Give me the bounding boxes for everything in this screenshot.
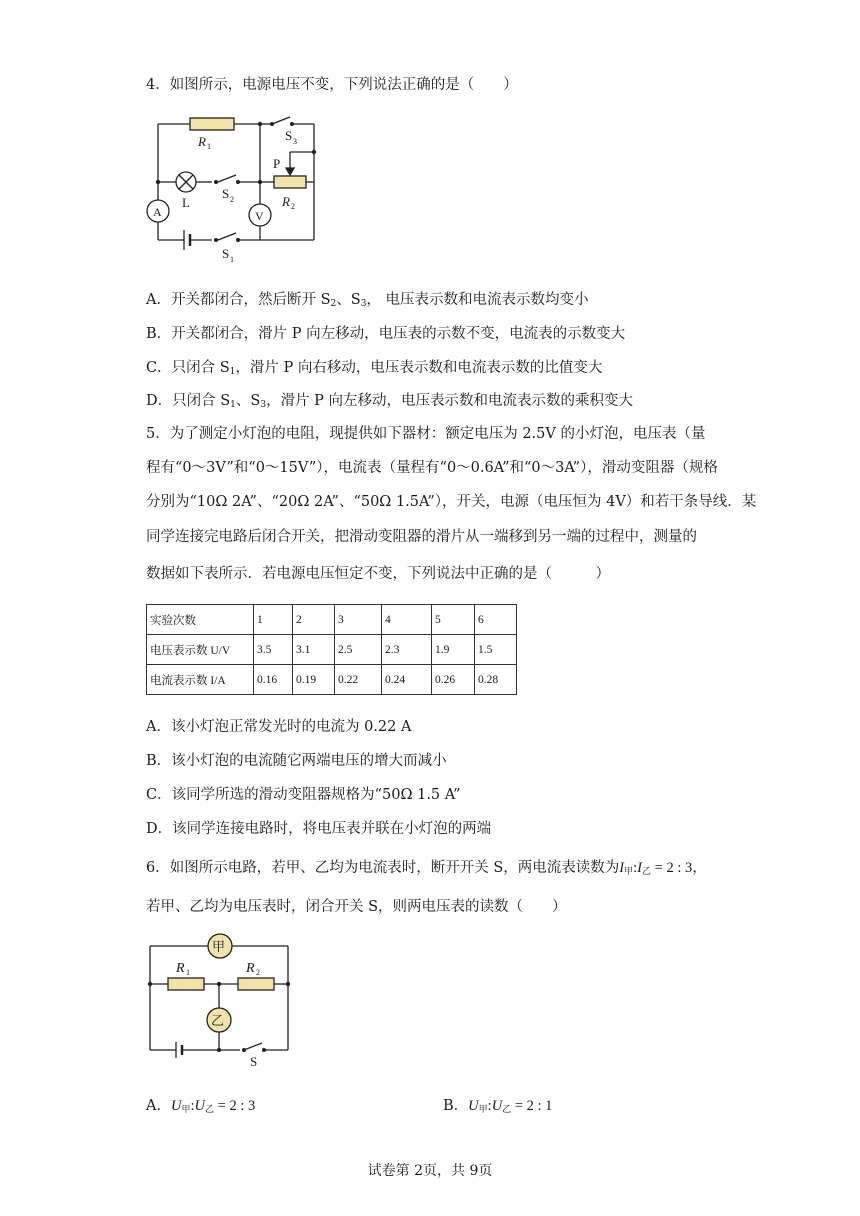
table-cell: 0.16 <box>254 665 293 695</box>
q4-circuit-diagram <box>140 112 330 272</box>
table-cell: 0.28 <box>475 665 517 695</box>
table-cell: 实验次数 <box>147 605 254 635</box>
table-cell: 3.5 <box>254 635 293 665</box>
q6-label-s: S <box>250 1054 258 1069</box>
table-cell: 1.9 <box>432 635 475 665</box>
q6-stem-line-2: 若甲、乙均为电压表时，闭合开关 S，则两电压表的读数（ ） <box>146 899 567 915</box>
table-cell: 4 <box>382 605 432 635</box>
q5-stem-line-2: 程有“0～3V”和“0～15V”），电流表（量程有“0～0.6A”和“0～3A”），滑动变阻器（规格 <box>146 460 718 476</box>
table-cell: 2 <box>293 605 335 635</box>
table-cell: 0.19 <box>293 665 335 695</box>
table-cell: 2.5 <box>335 635 382 665</box>
table-cell: 5 <box>432 605 475 635</box>
q4-option-a: A．开关都闭合，然后断开 $S_2$、$S_3$， 电压表示数和电流表示数均变小 <box>146 292 589 309</box>
q5-option-b: B．该小灯泡的电流随它两端电压的增大而减小 <box>146 753 447 769</box>
q6-circuit-diagram <box>140 930 300 1069</box>
q4-option-b: B．开关都闭合，滑片 P 向左移动，电压表的示数不变，电流表的示数变大 <box>146 326 626 342</box>
table-row <box>147 635 517 665</box>
table-cell: 0.22 <box>335 665 382 695</box>
page-footer: 试卷第 2页，共 9页 <box>367 1163 493 1179</box>
q6-option-b: B．$U_甲:U_乙 = 2$ : 1 <box>443 1098 553 1114</box>
table-cell: 2.3 <box>382 635 432 665</box>
q4-label-s2: S <box>222 186 230 201</box>
q4-label-r1: R <box>198 134 206 149</box>
table-cell: 0.26 <box>432 665 475 695</box>
q6-stem-line-1: 6．如图所示电路，若甲、乙均为电流表时，断开开关 S，两电流表读数为$I_甲:I_乙 = 2$ : 3， <box>146 860 707 876</box>
table-cell: 3.1 <box>293 635 335 665</box>
q4-label-r2: R <box>282 194 290 209</box>
table-row <box>147 665 517 695</box>
q4-label-r2-sub: 2 <box>291 202 295 211</box>
q5-data-table <box>146 604 517 695</box>
table-cell: 电压表示数 U/V <box>147 635 254 665</box>
q6-meter-yi-label: 乙 <box>211 1013 225 1028</box>
q4-voltmeter-label: V <box>255 209 264 223</box>
table-row <box>147 605 517 635</box>
table-cell: 电流表示数 I/A <box>147 665 254 695</box>
q5-stem-line-4: 同学连接完电路后闭合开关，把滑动变阻器的滑片从一端移到另一端的过程中，测量的 <box>146 529 697 545</box>
q4-label-s1-sub: 1 <box>230 255 234 264</box>
q5-option-a: A．该小灯泡正常发光时的电流为 0.22 A <box>146 719 412 735</box>
table-cell: 1.5 <box>475 635 517 665</box>
table-cell: 0.24 <box>382 665 432 695</box>
q6-label-r2-sub: 2 <box>256 968 260 977</box>
q4-label-l: L <box>182 195 190 210</box>
q4-label-p: P <box>273 156 281 171</box>
q4-label-s3: S <box>285 128 293 143</box>
table-cell: 6 <box>475 605 517 635</box>
q6-meter-jia-label: 甲 <box>212 939 226 954</box>
q4-option-d: D．只闭合 $S_1$、$S_3$，滑片 P 向左移动，电压表示数和电流表示数的乘积变大 <box>146 393 634 410</box>
q4-label-s1: S <box>222 246 230 261</box>
q5-stem-line-1: 5．为了测定小灯泡的电阻，现提供如下器材：额定电压为 2.5V 的小灯泡，电压表（量 <box>146 426 706 442</box>
q6-option-a: A．$U_甲:U_乙 = 2$ : 3 <box>146 1098 256 1114</box>
q4-ammeter-label: A <box>153 205 162 219</box>
table-cell: 3 <box>335 605 382 635</box>
q6-label-r2: R <box>246 961 255 976</box>
table-cell: 1 <box>254 605 293 635</box>
q4-label-s3-sub: 3 <box>293 137 297 146</box>
q5-option-c: C．该同学所选的滑动变阻器规格为“50Ω 1.5 A” <box>146 787 461 803</box>
q4-label-r1-sub: 1 <box>207 142 211 151</box>
q4-stem: 4．如图所示，电源电压不变，下列说法正确的是（ ） <box>146 77 518 93</box>
q5-stem-line-5: 数据如下表所示．若电源电压恒定不变，下列说法中正确的是（ ） <box>146 566 610 582</box>
q6-label-r1-sub: 1 <box>186 968 190 977</box>
q4-option-c: C．只闭合 $S_1$，滑片 P 向右移动，电压表示数和电流表示数的比值变大 <box>146 360 603 377</box>
q6-label-r1: R <box>176 961 185 976</box>
q5-option-d: D．该同学连接电路时，将电压表并联在小灯泡的两端 <box>146 821 492 837</box>
q5-stem-line-3: 分别为“10Ω 2A”、“20Ω 2A”、“50Ω 1.5A”），开关，电源（电压恒为 4V）和若干条导线．某 <box>146 494 757 510</box>
q4-label-s2-sub: 2 <box>230 195 234 204</box>
